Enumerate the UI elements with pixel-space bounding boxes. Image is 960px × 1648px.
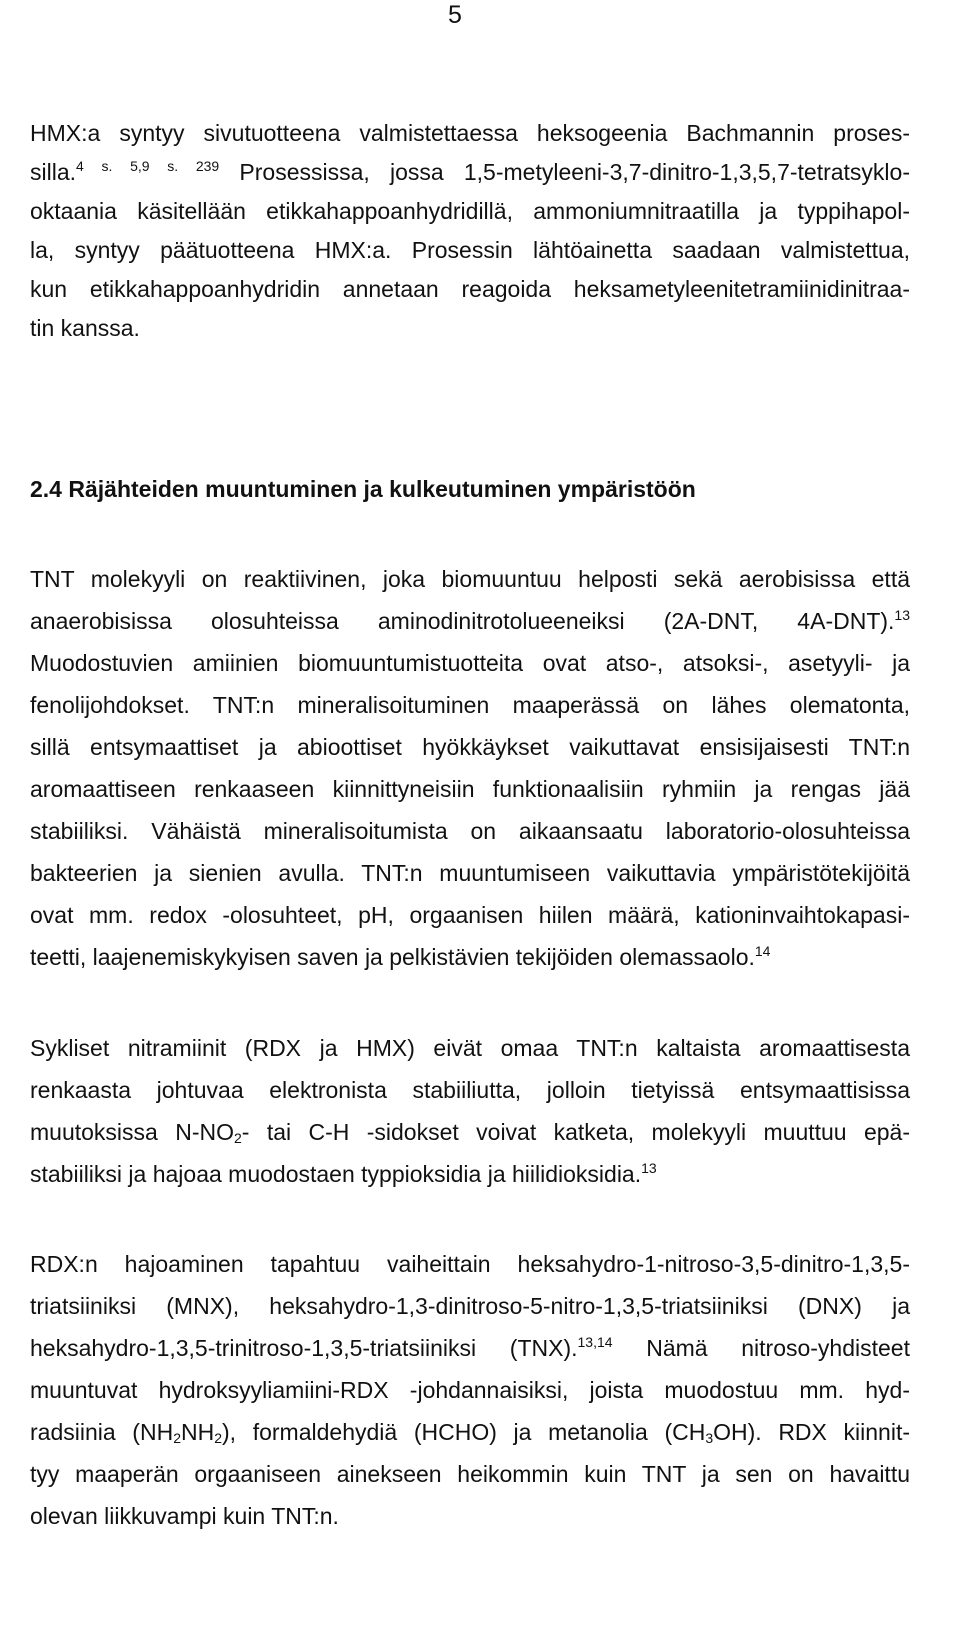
paragraph-1-line-1: HMX:a syntyy sivutuotteena valmistettaessa heksogeenia Bachmannin proses- (30, 120, 910, 146)
paragraph-1-line-6: tin kanssa. (30, 315, 140, 341)
paragraph-2-line-4: fenolijohdokset. TNT:n mineralisoituminen maaperässä on lähes olematonta, (30, 692, 910, 718)
paragraph-4-line-7: olevan liikkuvampi kuin TNT:n. (30, 1503, 339, 1529)
footnote-ref: 13,14 (577, 1334, 613, 1350)
paragraph-3-line-1: Sykliset nitramiinit (RDX ja HMX) eivät omaa TNT:n kaltaista aromaattisesta (30, 1035, 910, 1061)
footnote-ref: 13 (641, 1160, 657, 1176)
footnote-ref: 14 (754, 943, 771, 959)
text-span: silla. (30, 159, 77, 185)
paragraph-2-line-6: aromaattiseen renkaaseen kiinnittyneisiin funktionaalisiin ryhmiin ja rengas jää (30, 776, 910, 802)
paragraph-4-line-3 (30, 1333, 910, 1363)
paragraph-4-line-4: muuntuvat hydroksyyliamiini-RDX -johdannaisiksi, joista muodostuu mm. hyd- (30, 1377, 910, 1403)
paragraph-2-line-9: ovat mm. redox -olosuhteet, pH, orgaanisen hiilen määrä, kationinvaihtokapasi- (30, 902, 910, 928)
footnote-ref: 13 (894, 607, 910, 623)
section-heading: 2.4 Räjähteiden muuntuminen ja kulkeutuminen ympäristöön (30, 476, 696, 502)
text-span: - tai C-H -sidokset voivat katketa, molekyyli muuttuu epä- (241, 1119, 911, 1145)
text-span: Prosessissa, jossa 1,5-metyleeni-3,7-dinitro-1,3,5,7-tetratsyklo- (219, 159, 910, 185)
paragraph-2-line-3: Muodostuvien amiinien biomuuntumistuotteita ovat atso-, atsoksi-, asetyyli- ja (30, 650, 910, 676)
text-span: Nämä nitroso-yhdisteet (612, 1335, 910, 1361)
paragraph-2-line-2 (30, 606, 910, 636)
page-number: 5 (448, 1, 462, 29)
paragraph-2-line-8: bakteerien ja sienien avulla. TNT:n muuntumiseen vaikuttavia ympäristötekijöitä (30, 860, 910, 886)
paragraph-3-line-3 (30, 1117, 910, 1147)
paragraph-1-line-4: la, syntyy päätuotteena HMX:a. Prosessin lähtöainetta saadaan valmistettua, (30, 237, 910, 263)
paragraph-4-line-5 (30, 1417, 910, 1447)
text-span: OH). RDX kiinnit- (713, 1419, 910, 1445)
text-span: heksahydro-1,3,5-trinitroso-1,3,5-triatsiiniksi (TNX). (30, 1335, 578, 1361)
paragraph-2-line-5: sillä entsymaattiset ja abioottiset hyökkäykset vaikuttavat ensisijaisesti TNT:n (30, 734, 910, 760)
paragraph-3-line-4 (30, 1159, 910, 1189)
subscript: 2 (233, 1130, 242, 1146)
text-span: stabiiliksi ja hajoaa muodostaen typpioksidia ja hiilidioksidia. (30, 1161, 642, 1187)
text-span: muutoksissa N-NO (30, 1119, 234, 1145)
subscript: 2 (214, 1430, 223, 1446)
paragraph-1-line-5: kun etikkahappoanhydridin annetaan reagoida heksametyleenitetramiinidinitraa- (30, 276, 910, 302)
text-span: NH (180, 1419, 215, 1445)
footnote-ref: 4 s. 5,9 s. 239 (76, 158, 220, 174)
paragraph-4-line-6: tyy maaperän orgaaniseen ainekseen heikommin kuin TNT ja sen on havaittu (30, 1461, 910, 1487)
paragraph-1-line-2 (30, 157, 910, 187)
paragraph-1-line-3: oktaania käsitellään etikkahappoanhydridillä, ammoniumnitraatilla ja typpihapol- (30, 198, 910, 224)
text-span: teetti, laajenemiskykyisen saven ja pelkistävien tekijöiden olemassaolo. (30, 944, 755, 970)
paragraph-3-line-2: renkaasta johtuvaa elektronista stabiiliutta, jolloin tietyissä entsymaattisissa (30, 1077, 910, 1103)
paragraph-2-line-10 (30, 942, 910, 972)
paragraph-4-line-2: triatsiiniksi (MNX), heksahydro-1,3-dinitroso-5-nitro-1,3,5-triatsiiniksi (DNX) ja (30, 1293, 910, 1319)
text-span: anaerobisissa olosuhteissa aminodinitrotolueeneiksi (2A-DNT, 4A-DNT). (30, 608, 895, 634)
paragraph-2-line-7: stabiiliksi. Vähäistä mineralisoitumista on aikaansaatu laboratorio-olosuhteissa (30, 818, 910, 844)
text-span: radsiinia (NH (30, 1419, 174, 1445)
paragraph-4-line-1: RDX:n hajoaminen tapahtuu vaiheittain heksahydro-1-nitroso-3,5-dinitro-1,3,5- (30, 1251, 910, 1277)
text-span: ), formaldehydiä (HCHO) ja metanolia (CH (222, 1419, 706, 1445)
subscript: 3 (705, 1430, 714, 1446)
subscript: 2 (173, 1430, 181, 1446)
paragraph-2-line-1: TNT molekyyli on reaktiivinen, joka biomuuntuu helposti sekä aerobisissa että (30, 566, 910, 592)
